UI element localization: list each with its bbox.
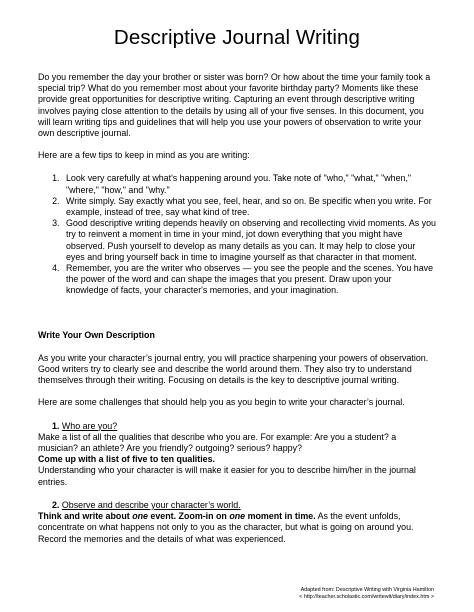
tip-item: 1. Look very carefully at what's happening around you. Take note of "who," "what," "when," "where," "how," and "why." xyxy=(62,173,436,195)
tip-item: 3. Good descriptive writing depends heavily on observing and recollecting vivid moments. As you try to reinvent a moment in time in your mind, jot down everything that you might have observed. Push yourself to develop as many details as you can. It may help to close your eyes and bring yourself back in time to imagine yourself as that character in that moment. xyxy=(62,218,436,263)
challenge-1 xyxy=(38,421,436,488)
footer-line-1: Adapted from: Descriptive Writing with Virginia Hamilton xyxy=(300,587,434,593)
tip-item: 2. Write simply. Say exactly what you see, feel, hear, and so on. Be specific when you write. For example, instead of tree, say what kind of tree. xyxy=(62,196,436,218)
challenge-2-bold-d: one xyxy=(229,511,246,522)
challenge-1-bold-line: Come up with a list of five to ten qualities. xyxy=(38,454,216,465)
challenge-2-heading xyxy=(38,500,436,511)
challenge-2-bold-a: Think and write about xyxy=(38,511,133,522)
challenge-2-bold-c: event. Zoom-in on xyxy=(147,511,230,522)
challenge-2-body: As the event unfolds, concentrate on what happens not only to you as the character, but what is going on around you. Record the memories and the details of what was experienced. xyxy=(38,511,414,544)
challenge-2-bold-b: one xyxy=(132,511,148,522)
tips-list xyxy=(38,173,436,296)
section-heading: Write Your Own Description xyxy=(38,329,155,340)
challenge-2-bold-e: moment in time. xyxy=(245,511,316,522)
footer-line-2: < http://teacher.scholastic.com/writewit/diary/index.htm > xyxy=(299,593,434,600)
tips-lead-text: Here are a few tips to keep in mind as you are writing: xyxy=(38,150,250,161)
challenge-1-heading xyxy=(38,421,436,432)
challenge-2-title: Observe and describe your character’s world. xyxy=(61,499,241,510)
challenge-1-number: 1. xyxy=(52,420,60,431)
challenge-1-tail: Understanding who your character is will make it easier for you to describe him/her in the journal entries. xyxy=(38,465,416,487)
section-intro-paragraph: As you write your character’s journal entry, you will practice sharpening your powers of observation. Good writers try to clearly see and describe the world around them. They also try to understand themselves through their writing. Focusing on details is the key to descriptive journal writing. xyxy=(38,352,429,386)
challenge-2-body-paragraph xyxy=(38,511,436,545)
challenge-1-body: Make a list of all the qualities that describe who you are. For example: Are you a student? a musician? an athlete? Are you friendly? outgoing? serious? happy? xyxy=(38,431,397,454)
challenge-1-title: Who are you? xyxy=(61,420,118,431)
tip-item: 4. Remember, you are the writer who observes — you see the people and the scenes. You have the power of the word and can shape the images that you present. Draw upon your knowledge of facts, your character's memories, and your imagination. xyxy=(62,263,436,297)
challenge-2 xyxy=(38,500,436,545)
intro-paragraph: Do you remember the day your brother or sister was born? Or how about the time your family took a special trip? What do you remember most about your favorite birthday party? Moments like these provide great opportunities for descriptive writing. Capturing an event through descriptive writing involves paying close attention to the details by using all of your five senses. In this document, you will learn writing tips and guidelines that will help you use your powers of observation to write your own descriptive journal. xyxy=(38,72,431,139)
challenge-2-number: 2. xyxy=(52,499,60,510)
footer-citation xyxy=(299,587,434,600)
page-title: Descriptive Journal Writing xyxy=(113,26,361,49)
challenges-lead-text: Here are some challenges that should help you as you begin to write your character’s journal. xyxy=(38,397,405,408)
